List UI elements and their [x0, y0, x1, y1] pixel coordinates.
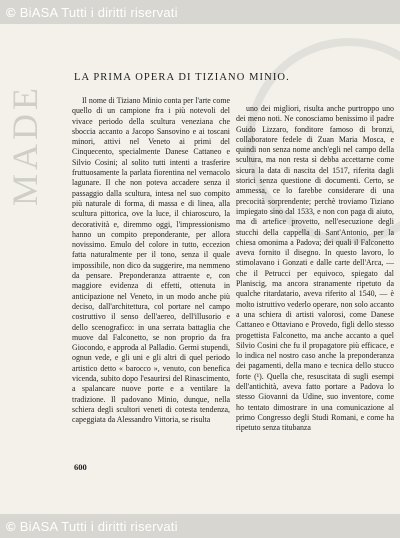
- paragraph-left: Il nome di Tiziano Minio conta per l'arte come quello di un campione fra i più notevoli del vivace periodo della scultura veneziana che sboccia accanto a Jacopo Sansovino e ai toscani minori, attivi nel Veneto ai primi del Cinquecento, specialmente Danese Cattaneo e Silvio Cosini; al solito tutti intenti a trasferire fruttuosamente la parlata fiorentina nel vernacolo lagunare. Il che non poteva accadere senza il passaggio dalla scultura, intesa nel suo compito più naturale di forma, di massa e di linea, alla scultura pittorica, ove la luce, il chiaroscuro, la decoratività e, diremmo oggi, l'impressionismo hanno un compito preponderante, per allora novissimo. Emulo del colore in tutto, eccezion fatta naturalmente per il tono, senza il quale impossibile, non dico da suggerire, ma nemmeno da pensare. Preponderanza attraente e, con maggiore evidenza di effetti, ottenuta in anticipazione nel Veneto, in un modo anche più deciso, dall'architettura, col portare nel campo costruttivo il senso dell'aereo, dell'illusorio e dello scenografico: in una serrata battaglia che muove dal Falconetto, se non proprio da fra Giocondo, e approda al Palladio. Germi stupendi, ognun vede, e gli uni e gli altri di quel periodo artistico detto « barocco », venuto, con benefica vicenda, subito dopo l'esaurirsi del Rinascimento, a spalancare nuove porte e a ventilare la tradizione. Il padovano Minio, dunque, nella schiera degli scultori veneti di cotesta tendenza, capeggiata da Alessandro Vittoria, se risulta: [72, 96, 230, 425]
- watermark-text-top: BiASA Tutti i diritti riservati: [19, 4, 178, 20]
- watermark-text-bottom: BiASA Tutti i diritti riservati: [19, 518, 178, 534]
- copyright-icon: ©: [6, 4, 16, 20]
- page-number: 600: [74, 462, 87, 472]
- copyright-icon: ©: [6, 518, 16, 534]
- paragraph-right: uno dei migliori, risulta anche purtroppo uno dei meno noti. Ne conosciamo benissimo il padre Guido Lizzaro, fonditore famoso di bronzi, collaboratore fedele di Zuan Maria Mosca, e quindi non senza nome anch'egli nel campo della scultura, ma non resta sì debba accettarne come sicura la data di nascita del 1517, riferita dagli storici senza questione di documenti. Certo, se ammessa, ce lo farebbe considerare di una precocità sorprendente; perchè troviamo Tiziano impiegato sino dal 1533, e non con paga di aiuto, ma di artefice provetto, nell'esecuzione degli stucchi della cappella di Sant'Antonio, per la chiesa omonima a Padova; dei quali il Falconetto aveva fornito il disegno. In questo lavoro, lo stimolavano i Gonzati e dalle carte dell'Arca, — che il Petrucci per equivoco, spiegato dal Planiscig, ma ancora stranamente ripetuto da qualche ritardatario, aveva riferito al 1540, — è molto istruttivo vederlo operare, non solo accanto a una schiera di artisti valorosi, come Danese Cattaneo e Ottaviano e Provedo, figli dello stesso progettista Falconetto, ma anche accanto a quel Silvio Cosini che fu il propagatore più efficace, e lo indica nel nostro caso anche la preponderanza dei pagamenti, della mano e tecnica dello stucco forte (¹). Quella che, resuscitata di sugli esempi dell'antichità, aveva fatto portare a Padova lo stesso Giovanni da Udine, suo inventore, come ho tentato dimostrare in una comunicazione al primo Congresso degli Studi Romani, e come ha ripetuto senza titubanza: [236, 104, 394, 433]
- article-title: LA PRIMA OPERA DI TIZIANO MINIO.: [74, 72, 290, 83]
- watermark-banner-top: [0, 0, 400, 24]
- watermark-banner-bottom: [0, 514, 400, 538]
- text-column-right: [236, 104, 394, 434]
- stamp-lettering: MADE: [5, 84, 45, 206]
- document-page: [0, 24, 400, 514]
- text-column-left: [72, 96, 230, 426]
